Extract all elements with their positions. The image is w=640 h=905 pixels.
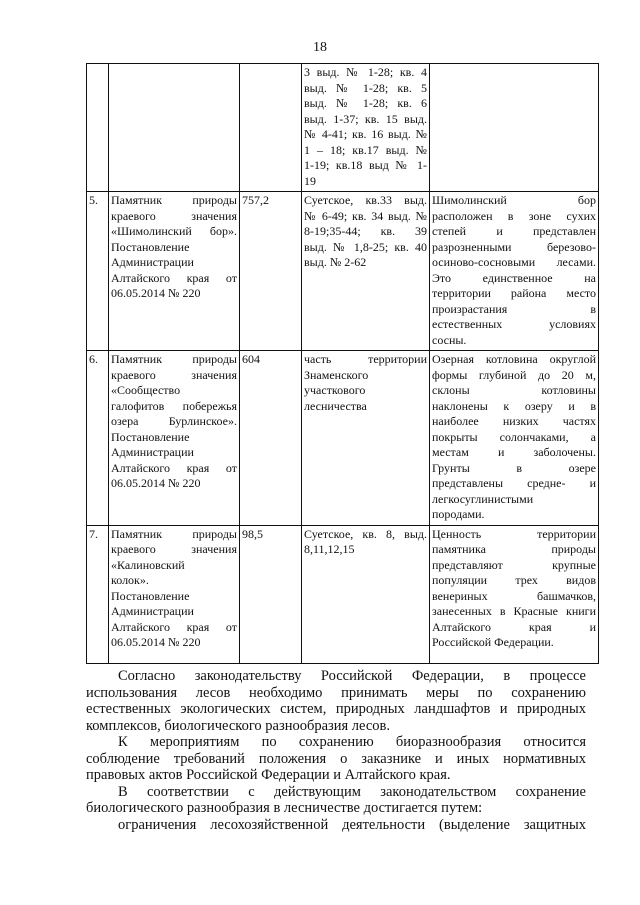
text-line: выд. 1-37; кв. 15 выд. (304, 111, 427, 126)
paragraph-line: соблюдение требований положения о заказнике и иных нормативных (86, 750, 586, 767)
paragraph-line: Согласно законодательству Российской Федерации, в процессе (118, 668, 586, 684)
name-cell (109, 192, 240, 351)
name-cell (109, 64, 240, 192)
paragraph-line: биологического разнообразия в лесничестве достигается путем: (86, 800, 483, 816)
text-line: Памятник природы (111, 526, 237, 541)
text-line: № 4-41; кв. 16 выд. № (304, 127, 427, 141)
text-line: колок». (111, 573, 149, 587)
text-line: «Сообщество (111, 383, 181, 397)
text-line: № 6-49; кв. 34 выд. № (304, 208, 427, 223)
text-line: наклонены к озеру и в (432, 398, 596, 413)
location-cell (302, 192, 430, 351)
text-line: 06.05.2014 № 220 (111, 476, 201, 490)
paragraph-line: использования лесов необходимо принимать меры по сохранению (86, 684, 586, 701)
text-line: наиболее низких частях (432, 414, 596, 428)
text-line: Алтайского края от (111, 460, 237, 475)
text-line: венериных башмачков, (432, 588, 596, 603)
text-line: озера Бурлинское». (111, 414, 237, 428)
paragraph-line: комплексов, биологического разнообразия лесов. (86, 717, 390, 734)
text-line: «Калиновский (111, 557, 185, 572)
row-number-cell: 5. (87, 192, 109, 351)
table-row (87, 192, 599, 351)
text-line: естественных условиях (432, 317, 596, 331)
paragraph-line: К мероприятиям по сохранению биоразнообразия относится (118, 734, 586, 750)
location-cell (302, 525, 430, 663)
paragraph-line: ограничения лесохозяйственной деятельности (выделение защитных (118, 816, 586, 833)
text-line: осиново-сосновыми лесами. (432, 255, 596, 269)
paragraph (86, 817, 586, 834)
text-line: Шимолинский бор (432, 193, 596, 207)
text-line: 3 выд. № 1-28; кв. 4 (304, 65, 427, 79)
paragraph (86, 784, 586, 817)
text-line: Алтайского края от (111, 619, 237, 634)
row-number-cell: 6. (87, 351, 109, 526)
page-number: 18 (313, 40, 327, 55)
text-line: лесничества (304, 398, 367, 413)
name-cell (109, 351, 240, 526)
location-cell (302, 64, 430, 192)
name-cell (109, 525, 240, 663)
table-row (87, 64, 599, 192)
text-line: Ценность территории (432, 526, 596, 541)
paragraph-line: естественных экологических систем, природных ландшафтов и природных (86, 701, 586, 717)
text-line: Памятник природы (111, 193, 237, 207)
paragraph (86, 668, 586, 734)
text-line: краевого значения (111, 208, 237, 223)
area-cell: 98,5 (240, 525, 302, 663)
description-cell (430, 64, 599, 192)
text-line: 8-19;35-44; кв. 39 (304, 224, 427, 238)
text-line: Администрации (111, 255, 194, 269)
text-line: 06.05.2014 № 220 (111, 286, 201, 300)
text-line: Озерная котловина округлой (432, 352, 596, 366)
text-line: склоны котловины (432, 383, 596, 397)
area-cell: 757,2 (240, 192, 302, 351)
text-line: галофитов побережья (111, 398, 237, 413)
text-line: территории района место (432, 286, 596, 300)
text-line: 06.05.2014 № 220 (111, 635, 201, 649)
text-line: «Шимолинский бор». (111, 224, 237, 238)
text-line: легкосуглинистыми (432, 491, 534, 506)
text-line: Постановление (111, 588, 190, 603)
text-line: покрыты солончаками, а (432, 429, 596, 444)
text-line: выд. № 1-28; кв. 6 (304, 96, 427, 110)
text-line: выд. № 1-28; кв. 5 (304, 80, 427, 95)
paragraph-line: В соответствии с действующим законодательством сохранение (118, 783, 586, 800)
protected-areas-table (86, 63, 599, 664)
description-cell (430, 351, 599, 526)
text-line: представлены средне- и (432, 476, 596, 490)
text-line: 1-19; кв.18 выд № 1- (304, 158, 427, 172)
text-line: Суетское, кв.33 выд. (304, 193, 427, 207)
text-line: 19 (304, 173, 316, 188)
text-line: разрозненными березово- (432, 239, 596, 254)
text-line: Знаменского (304, 367, 369, 382)
text-line: занесенных в Красные книги (432, 604, 596, 618)
text-line: Это единственное на (432, 270, 596, 285)
text-line: Памятник природы (111, 352, 237, 366)
location-cell (302, 351, 430, 526)
text-line: Российской Федерации. (432, 635, 554, 649)
text-line: памятника природы (432, 542, 596, 556)
text-line: краевого значения (111, 542, 237, 556)
row-number-cell (87, 64, 109, 192)
text-line: краевого значения (111, 367, 237, 382)
text-line: Грунты в озере (432, 460, 596, 475)
text-line: Алтайского края от (111, 270, 237, 285)
description-cell (430, 525, 599, 663)
description-cell (430, 192, 599, 351)
text-line: произрастания в (432, 301, 596, 316)
text-line: породами. (432, 507, 485, 521)
text-line: Постановление (111, 239, 190, 254)
text-line: сосны. (432, 332, 467, 347)
area-cell (240, 64, 302, 192)
text-line: 1 – 18; кв.17 выд. № (304, 142, 427, 157)
text-line: расположен в зоне сухих (432, 208, 596, 223)
text-line: формы глубиной до 20 м, (432, 367, 596, 382)
text-line: Суетское, кв. 8, выд. (304, 526, 427, 541)
table-row (87, 351, 599, 526)
text-line: выд. № 2-62 (304, 255, 367, 269)
text-line: популяции трех видов (432, 573, 596, 587)
paragraph (86, 734, 586, 784)
body-text (86, 668, 586, 833)
area-cell: 604 (240, 351, 302, 526)
text-line: степей и представлен (432, 224, 596, 238)
text-line: представляют крупные (432, 557, 596, 572)
table-row (87, 525, 599, 663)
text-line: участкового (304, 383, 366, 397)
text-line: Администрации (111, 445, 194, 459)
paragraph-line: правовых актов Российской Федерации и Алтайского края. (86, 767, 451, 783)
row-number-cell: 7. (87, 525, 109, 663)
text-line: Администрации (111, 604, 194, 618)
text-line: 8,11,12,15 (304, 542, 355, 556)
text-line: часть территории (304, 352, 427, 366)
text-line: местам и заболочены. (432, 445, 596, 459)
text-line: Алтайского края и (432, 619, 596, 634)
text-line: Постановление (111, 429, 190, 444)
text-line: выд. № 1,8-25; кв. 40 (304, 239, 427, 254)
